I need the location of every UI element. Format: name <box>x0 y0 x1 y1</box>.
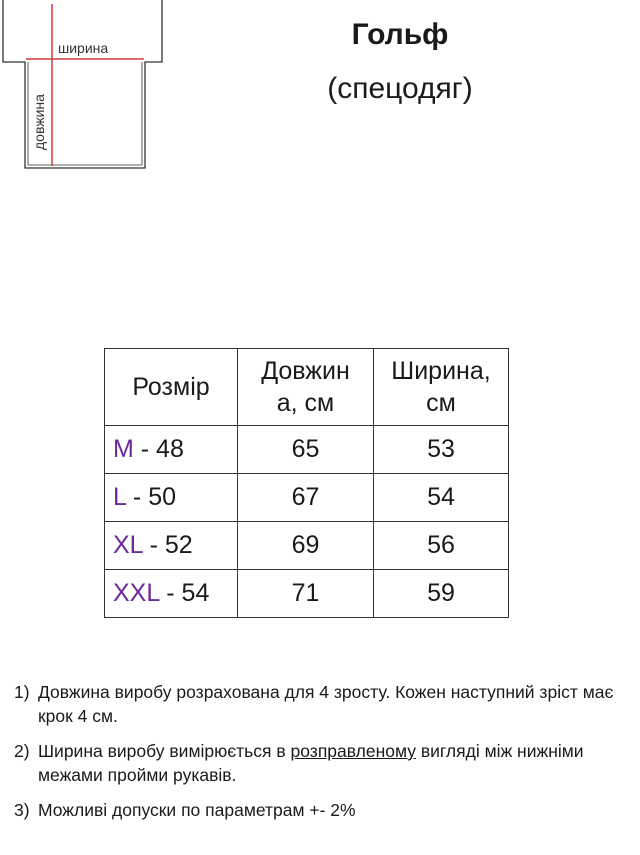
note-item <box>14 798 624 822</box>
size-cell: XL - 52 <box>105 522 238 570</box>
note-number: 1) <box>14 682 30 702</box>
notes-list <box>14 680 624 833</box>
length-cell: 65 <box>238 426 374 474</box>
tshirt-outline <box>3 0 162 168</box>
size-letter: M <box>113 435 134 463</box>
length-label: довжина <box>31 94 47 150</box>
width-cell: 59 <box>374 570 509 618</box>
width-cell: 54 <box>374 474 509 522</box>
page-subtitle: (спецодяг) <box>327 72 473 105</box>
size-letter: XXL <box>113 579 160 607</box>
note-text: Можливі допуски по параметрам +- 2% <box>38 800 356 820</box>
note-number: 3) <box>14 800 30 820</box>
width-cell: 53 <box>374 426 509 474</box>
page-title: Гольф <box>351 18 449 51</box>
header-width: Ширина, см <box>374 349 509 426</box>
table-header-row <box>105 349 509 426</box>
size-table <box>104 348 509 618</box>
length-cell: 69 <box>238 522 374 570</box>
table-row <box>105 522 509 570</box>
width-label: ширина <box>58 40 109 56</box>
tshirt-diagram <box>0 0 170 175</box>
note-item <box>14 680 624 728</box>
note-item <box>14 739 624 787</box>
width-cell: 56 <box>374 522 509 570</box>
table-row <box>105 570 509 618</box>
size-cell: L - 50 <box>105 474 238 522</box>
table-row <box>105 474 509 522</box>
size-cell: M - 48 <box>105 426 238 474</box>
note-text: Ширина виробу вимірюється в розправленому вигляді між нижніми межами пройми рукавів. <box>38 741 584 785</box>
header-length: Довжин а, см <box>238 349 374 426</box>
size-letter: L <box>113 483 126 511</box>
note-number: 2) <box>14 741 30 761</box>
note-text: Довжина виробу розрахована для 4 зросту. Кожен наступний зріст має крок 4 см. <box>38 682 614 726</box>
length-cell: 71 <box>238 570 374 618</box>
size-letter: XL <box>113 531 143 559</box>
size-cell: XXL - 54 <box>105 570 238 618</box>
underlined-word: розправленому <box>290 741 416 761</box>
length-cell: 67 <box>238 474 374 522</box>
table-row <box>105 426 509 474</box>
header-size: Розмір <box>105 349 238 426</box>
